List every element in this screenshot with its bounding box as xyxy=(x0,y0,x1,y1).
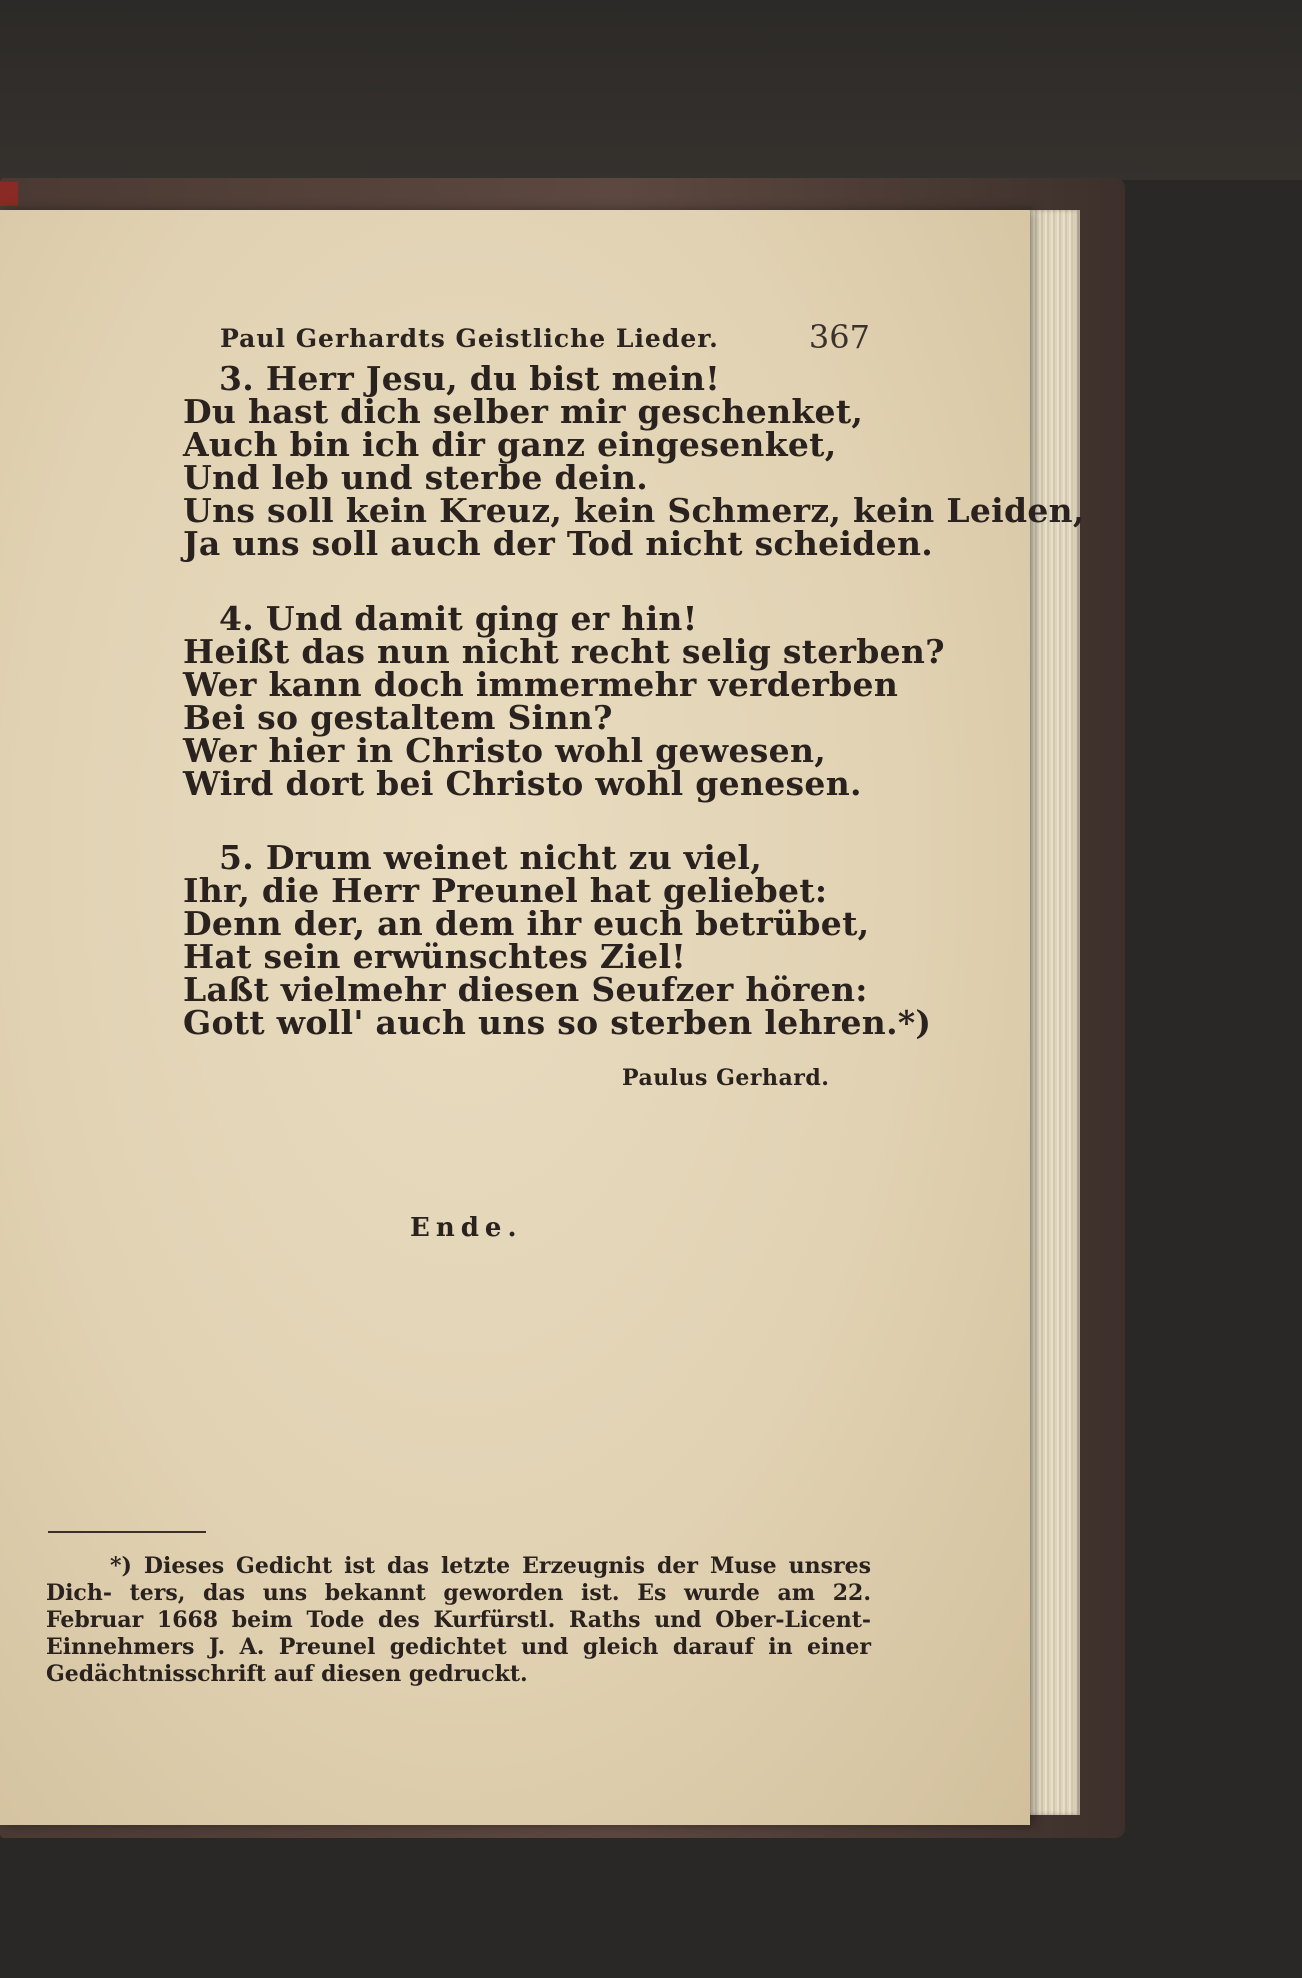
end-marker: Ende. xyxy=(410,1213,523,1243)
footnote xyxy=(46,1553,871,1688)
stanza-line: Wer hier in Christo wohl gewesen, xyxy=(183,731,827,770)
background xyxy=(0,0,1302,180)
stanza-line: Du hast dich selber mir geschenket, xyxy=(183,392,864,431)
stanza-line: Wird dort bei Christo wohl genesen. xyxy=(183,764,862,803)
running-head-title: Paul Gerhardts Geistliche Lieder. xyxy=(220,324,719,353)
stanza-line: Uns soll kein Kreuz, kein Schmerz, kein Leiden, xyxy=(183,491,1085,530)
stanza-line: 5. Drum weinet nicht zu viel, xyxy=(219,838,763,877)
stanza-line: Laßt vielmehr diesen Seufzer hören: xyxy=(183,970,868,1009)
footnote-body: ters, das uns bekannt geworden ist. Es wurde am 22. Februar 1668 beim Tode des Kurfürstl. Raths und Ober-Licent-Einnehmers J. A. Preunel gedichtet und gleich darauf in einer Gedächtnisschrift auf diesen gedruckt. xyxy=(46,1580,871,1687)
stanza-number: 3. xyxy=(219,359,255,398)
bookmark-ribbon xyxy=(0,182,18,206)
stanza-line: Heißt das nun nicht recht selig sterben? xyxy=(183,632,945,671)
footnote-divider xyxy=(48,1531,206,1533)
stanza-number: 4. xyxy=(219,599,255,638)
stanza-5 xyxy=(183,838,932,1042)
stanza-line: Auch bin ich dir ganz eingesenket, xyxy=(183,425,837,464)
stanza-line: Bei so gestaltem Sinn? xyxy=(183,698,613,737)
stanza-line: 3. Herr Jesu, du bist mein! xyxy=(219,359,721,398)
stanza-line: Ihr, die Herr Preunel hat geliebet: xyxy=(183,871,828,910)
footnote-first-line: *) Dieses Gedicht ist das letzte Erzeugnis der Muse unsres Dich- xyxy=(46,1553,871,1606)
stanza-line: Denn der, an dem ihr euch betrübet, xyxy=(183,904,870,943)
author-signature: Paulus Gerhard. xyxy=(622,1065,830,1091)
page-number: 367 xyxy=(808,318,870,356)
stanza-line: Und leb und sterbe dein. xyxy=(183,458,649,497)
stanza-line: Wer kann doch immermehr verderben xyxy=(183,665,899,704)
stanza-line: Gott woll' auch uns so sterben lehren.*) xyxy=(183,1003,932,1042)
running-head xyxy=(220,318,870,358)
stanza-line: Hat sein erwünschtes Ziel! xyxy=(183,937,687,976)
stanza-line: Ja uns soll auch der Tod nicht scheiden. xyxy=(183,524,934,563)
stanza-4 xyxy=(183,599,945,803)
stanza-3 xyxy=(183,359,1085,563)
stanza-line: 4. Und damit ging er hin! xyxy=(219,599,698,638)
stanza-number: 5. xyxy=(219,838,255,877)
